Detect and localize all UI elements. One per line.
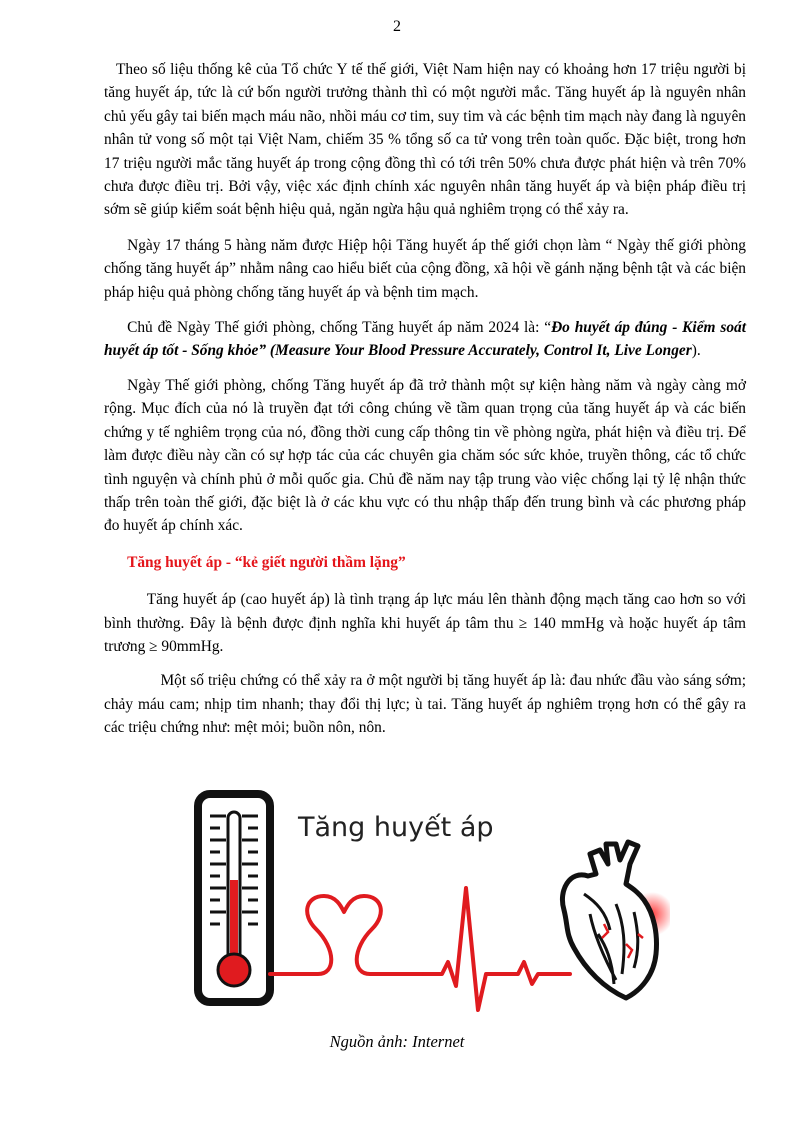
hypertension-illustration [186, 784, 670, 1024]
section-heading-text: Tăng huyết áp - “kẻ giết người thầm lặng” [127, 553, 406, 571]
theme-slogan: Đo huyết áp đúng - Kiểm soát huyết áp tốt - Sống khỏe” (Measure Your Blood Pressure Accurately, Control It, Live Longer [104, 319, 746, 360]
section-heading [104, 551, 746, 574]
paragraph-symptoms-text: Một số triệu chứng có thể xảy ra ở một người bị tăng huyết áp là: đau nhức đầu vào sáng sớm; chảy máu cam; nhịp tim nhanh; thay đổi thị lực; ù tai. Tăng huyết áp nghiêm trọng hơn có thể gây ra các triệu chứng như: mệt mỏi; buồn nôn, nôn. [104, 672, 746, 737]
paragraph-definition-text: Tăng huyết áp (cao huyết áp) là tình trạng áp lực máu lên thành động mạch tăng cao hơn so với bình thường. Đây là bệnh được định nghĩa khi huyết áp tâm thu ≥ 140 mmHg và hoặc huyết áp tâm trương ≥ 90mmHg. [104, 591, 746, 655]
paragraph-world-day-text: Ngày 17 tháng 5 hàng năm được Hiệp hội Tăng huyết áp thế giới chọn làm “ Ngày thế giới phòng chống tăng huyết áp” nhằm nâng cao hiểu biết của cộng đồng, xã hội về gánh nặng bệnh tật và các biện pháp hiệu quả phòng chống tăng huyết áp và bệnh tim mạch. [104, 236, 746, 301]
paragraph-purpose-text: Ngày Thế giới phòng, chống Tăng huyết áp đã trở thành một sự kiện hàng năm và ngày càng mở rộng. Mục đích của nó là truyền đạt tới công chúng về tầm quan trọng của tăng huyết áp và các biến chứng y tế nghiêm trọng của nó, đồng thời cung cấp thông tin về phòng ngừa, phát hiện và điều trị. Để làm được điều này cần có sự hợp tác của các chuyên gia chăm sóc sức khỏe, truyền thông, các tổ chức tình nguyện và chính phủ ở mỗi quốc gia. Chủ đề năm nay tập trung vào việc chống lại tỷ lệ nhận thức thấp trên toàn thế giới, đặc biệt là ở các khu vực có thu nhập thấp đến trung bình và các phương pháp đo huyết áp chính xác. [104, 376, 746, 535]
paragraph-definition [104, 588, 746, 658]
anatomical-heart-icon [562, 842, 670, 998]
heart-line-icon [270, 896, 424, 974]
page-number: 2 [393, 18, 401, 35]
theme-end: ). [691, 342, 701, 360]
article-body [104, 58, 746, 740]
ecg-pulse-icon [424, 888, 570, 1010]
theme-intro: Chủ đề Ngày Thế giới phòng, chống Tăng huyết áp năm 2024 là: “ [127, 319, 552, 337]
paragraph-purpose [104, 374, 746, 538]
paragraph-symptoms [104, 669, 746, 739]
figure-title: Tăng huyết áp [298, 812, 494, 843]
paragraph-statistics: Theo số liệu thống kê của Tổ chức Y tế thế giới, Việt Nam hiện nay có khoảng hơn 17 triệu người bị tăng huyết áp, tức là cứ bốn người trưởng thành thì có một người mắc. Tăng huyết áp là nguyên nhân chủ yếu gây tai biến mạch máu não, nhồi máu cơ tim, suy tim và các bệnh tim mạch này đang là nguyên nhân tử vong số một tại Việt Nam, chiếm 35 % tổng số ca tử vong trên toàn quốc. Đặc biệt, trong hơn 17 triệu người mắc tăng huyết áp trong cộng đồng thì có tới trên 50% chưa được phát hiện và trên 70% chưa được điều trị. Bởi vậy, việc xác định chính xác nguyên nhân tăng huyết áp và biện pháp điều trị sớm sẽ giúp kiểm soát bệnh hiệu quả, ngăn ngừa hậu quả nghiêm trọng có thể xảy ra. [104, 61, 746, 219]
paragraph-theme [104, 316, 746, 363]
thermometer-icon [198, 794, 270, 1002]
image-caption: Nguồn ảnh: Internet [329, 1032, 465, 1051]
paragraph-world-day [104, 234, 746, 304]
